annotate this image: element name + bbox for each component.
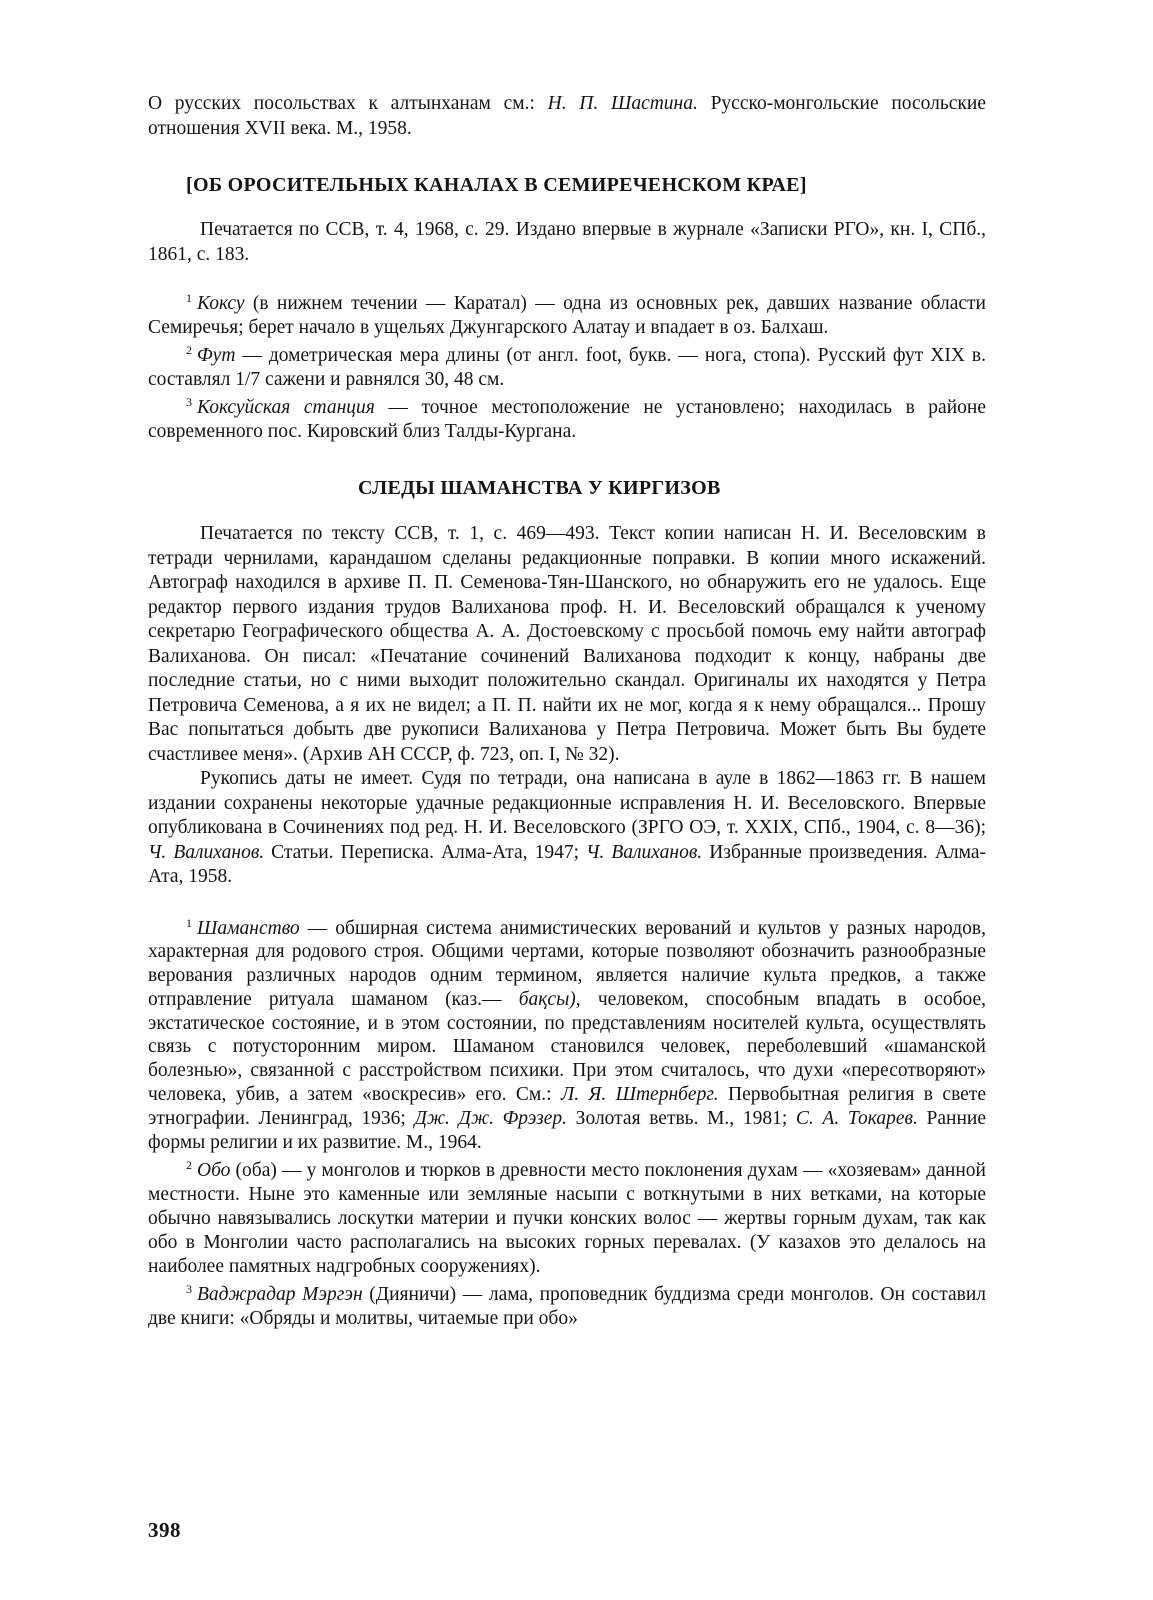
section2-paragraph-1: Печатается по тексту ССВ, т. 1, с. 469—493. Текст копии написан Н. И. Веселовским в тетради чернилами, карандашом сделаны редакционные поправки. В копии много искажений. Автограф находился в архиве П. П. Семенова-Тян-Шанского, но обнаружить его не удалось. Еще редактор первого издания трудов Валиханова проф. Н. И. Веселовский обращался к ученому секретарю Географического общества А. А. Достоевскому с просьбой помочь ему найти автограф Валиханова. Он писал: «Печатание сочинений Валиханова подходит к концу, набраны две последние статьи, но с ними выходит положительно скандал. Оригиналы их находятся у Петра Петровича Семенова, а я их не видел; а П. П. найти их не мог, когда я к нему обращался... Прошу Вас попытаться добыть две рукописи Валиханова у Петра Петровича. Может быть Вы будете счастливее меня». (Архив АН СССР, ф. 723, оп. I, № 32). — [148, 523, 986, 765]
note-number: 2 — [186, 343, 192, 357]
page-body — [148, 92, 986, 1331]
note-ref-author: Дж. Дж. Фрэзер. — [414, 1107, 568, 1129]
note-ref-text: Первобытная религия в свете этнографии. Ленинград, 1936; — [148, 1084, 987, 1129]
note-number: 3 — [186, 395, 192, 409]
note-ref-author: Л. Я. Штернберг. — [560, 1084, 719, 1106]
note-number: 1 — [186, 915, 192, 930]
note-ref-author: С. А. Токарев. — [795, 1107, 918, 1129]
para2-text: Избранные произведения. Алма-Ата, 1958. — [148, 841, 986, 887]
para2-text: Рукопись даты не имеет. Судя по тетради, она написана в ауле в 1862—1863 гг. В нашем издании сохранены некоторые удачные редакционные исправления Н. И. Веселовского. Впервые опубликована в Сочинениях под ред. Н. И. Веселовского (ЗРГО ОЭ, т. XXIX, СПб., 1904, с. 8—36); — [148, 768, 986, 838]
section2-heading: СЛЕДЫ ШАМАНСТВА У КИРГИЗОВ — [358, 477, 721, 499]
section1-note-2 — [148, 339, 986, 391]
note-text: (оба) — у монголов и тюрков в древности место поклонения духам — «хозяевам» данной местности. Ныне это каменные или земляные насыпи с воткнутыми в них ветками, на которые обычно навязывались лоскутки материи и пучки конских волос — жертвы горным духам, так как обо в Монголии часто располагались на высоких горных перевалах. (У казахов это делалось на наиболее памятных надгробных сооружениях). — [148, 1160, 986, 1277]
section2-note-3 — [148, 1278, 986, 1331]
section1-heading: [ОБ ОРОСИТЕЛЬНЫХ КАНАЛАХ В СЕМИРЕЧЕНСКОМ КРАЕ] — [186, 174, 807, 196]
note-ref-text: Золотая ветвь. М., 1981; — [567, 1107, 796, 1129]
page-number: 398 — [148, 1518, 181, 1542]
para2-author: Ч. Валиханов. — [586, 841, 703, 863]
note-term: Шаманство — [197, 917, 300, 939]
note-term: Коксу — [197, 293, 245, 314]
note-term: Обо — [197, 1160, 231, 1182]
section1-note-1 — [148, 287, 986, 339]
note-number: 2 — [186, 1158, 192, 1173]
intro-author: Н. П. Шастина. — [547, 93, 698, 114]
note-number: 1 — [186, 291, 192, 305]
note-number: 3 — [186, 1282, 192, 1297]
section1-note-3 — [148, 391, 986, 443]
note-term: Ваджрадар Мэргэн — [197, 1284, 363, 1306]
note-text: — обширная система анимистических верований и культов у разных народов, характерная для родового строя. Общими чертами, которые позволяют обозначить разнообразные верования различных народов одним термином, является наличие культа предков, а также отправление ритуала шаманом (каз.— — [148, 917, 986, 1010]
para2-text: Статьи. Переписка. Алма-Ата, 1947; — [264, 841, 587, 863]
section2-paragraph-2 — [148, 767, 986, 890]
note-ref-text: Ранние формы религии и их развитие. М., 1964. — [148, 1107, 986, 1153]
para2-author: Ч. Валиханов. — [148, 841, 265, 863]
note-text: человеком, способным впадать в особое, экстатическое состояние, и в этом состоянии, по представлениям носителей культа, осуществлять связь с потусторонним миром. Шаманом становился человек, переболевший «шаманской болезнью», связанной с расстройством психики. При этом считалось, что духи «пересотворяют» человека, убив, а затем «воскресив» его. См.: — [148, 988, 987, 1106]
note-kazakh-word: бақсы), — [518, 988, 581, 1010]
section1-notes — [148, 287, 986, 443]
note-text: (в нижнем течении — Каратал) — одна из основных рек, давших название области Семиречья; берет начало в ущельях Джунгарского Алатау и впадает в оз. Балхаш. — [148, 293, 986, 338]
intro-paragraph — [148, 92, 986, 141]
section2-note-2 — [148, 1154, 986, 1278]
note-text: — точное местоположение не установлено; находилась в районе современного пос. Кировский близ Талды-Кургана. — [148, 397, 986, 442]
note-term: Фут — [197, 345, 236, 366]
intro-text-before: О русских посольствах к алтынханам см.: — [148, 93, 548, 114]
section1-source: Печатается по ССВ, т. 4, 1968, с. 29. Издано впервые в журнале «Записки РГО», кн. I, СПб., 1861, с. 183. — [148, 219, 986, 265]
note-text: — дометрическая мера длины (от англ. foot, букв. — нога, стопа). Русский фут XIX в. составлял 1/7 сажени и равнялся 30, 48 см. — [148, 345, 986, 390]
note-text: (Дияничи) — лама, проповедник буддизма среди монголов. Он составил две книги: «Обряды и молитвы, читаемые при обо» — [148, 1284, 987, 1330]
intro-text-after: Русско-монгольские посольские отношения XVII века. М., 1958. — [148, 93, 986, 139]
section2-notes — [148, 912, 986, 1332]
section2-note-1 — [148, 912, 986, 1155]
note-term: Коксуйская станция — [197, 397, 375, 418]
